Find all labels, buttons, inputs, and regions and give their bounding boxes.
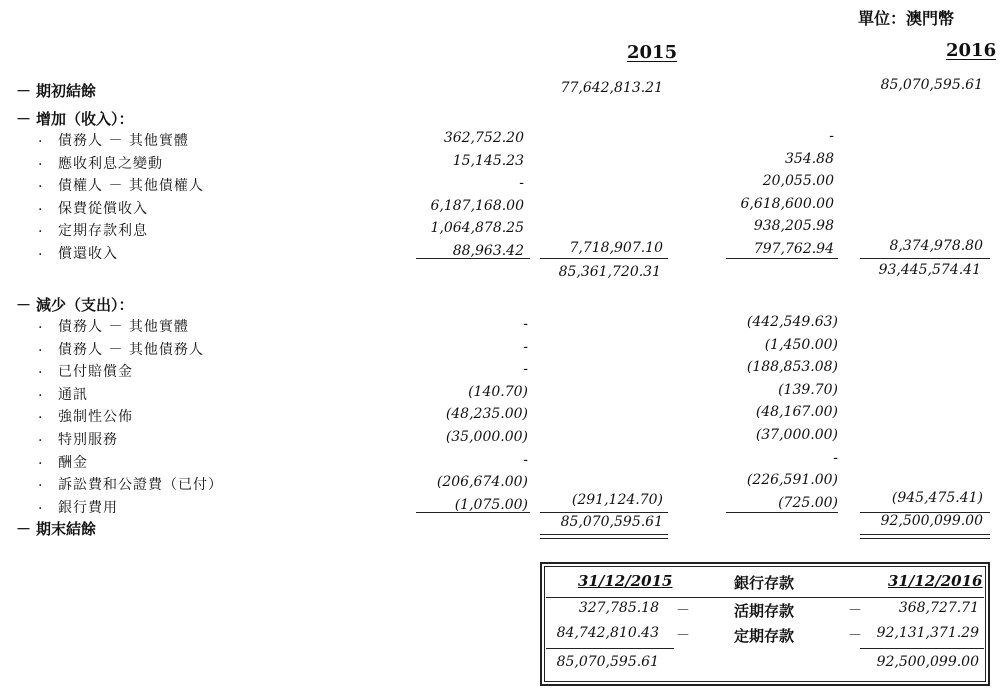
bank-total-2015: 85,070,595.61 <box>556 654 659 670</box>
expense-row-2016: (1,450.00) <box>764 336 838 353</box>
bank-total-2016: 92,500,099.00 <box>876 654 979 670</box>
income-col2-rule <box>540 258 668 259</box>
bank-header-rule <box>546 597 984 598</box>
bank-row-dash-right: － <box>848 628 863 644</box>
expense-row-label: 酬金 <box>58 454 88 471</box>
income-col4-rule <box>860 258 990 259</box>
income-row-2015: 88,963.42 <box>452 243 524 259</box>
expense-col2-rule <box>540 512 668 513</box>
expense-total-2015: (291,124.70) <box>571 492 663 508</box>
expense-row-2016: (188,853.08) <box>746 359 838 376</box>
bank-row-dash-left: － <box>676 603 691 619</box>
expense-row-2016: (48,167.00) <box>755 404 838 421</box>
income-row-dot: . <box>38 197 44 214</box>
income-row-label: 償還收入 <box>58 246 118 262</box>
income-subtotal-2016: 93,445,574.41 <box>878 262 981 278</box>
income-total-2015: 7,718,907.10 <box>569 240 663 256</box>
income-total-2016: 8,374,978.80 <box>889 238 983 254</box>
bank-row-dash-right: － <box>848 603 863 619</box>
closing-2016: 92,500,099.00 <box>880 513 983 529</box>
expense-row-label: 特別服務 <box>58 432 118 448</box>
income-row-dot: . <box>38 130 44 146</box>
income-row-2016: 797,762.94 <box>753 241 834 257</box>
opening-label: 期初結餘 <box>36 82 97 100</box>
income-row-2015: 362,752.20 <box>443 130 524 146</box>
expense-row-dot: . <box>38 361 44 378</box>
closing-2015-double-rule <box>540 534 668 539</box>
expense-row-2016: (725.00) <box>778 494 838 511</box>
bank-date-2015: 31/12/2015 <box>578 572 673 590</box>
expense-row-dot: . <box>38 383 44 400</box>
bank-row-dash-left: － <box>676 628 691 644</box>
closing-dash: － <box>16 520 32 538</box>
income-row-2015: 6,187,168.00 <box>430 197 524 214</box>
bank-row-2015: 84,742,810.43 <box>556 625 659 641</box>
unit-label: 單位：澳門幣 <box>858 9 955 28</box>
year-2015-header: 2015 <box>627 42 678 63</box>
expense-row-2016: (139.70) <box>778 381 838 398</box>
income-row-2015: 15,145.23 <box>452 152 524 169</box>
expense-row-2016: (37,000.00) <box>755 427 838 443</box>
income-col1-rule <box>416 258 530 259</box>
bank-col1-rule <box>546 648 674 649</box>
income-row-dot: . <box>38 175 44 192</box>
expense-row-2016: (226,591.00) <box>746 472 838 489</box>
expense-title: 減少（支出）： <box>36 296 134 314</box>
expense-row-2015: - <box>523 316 528 332</box>
year-2016-header: 2016 <box>946 40 997 61</box>
closing-2016-double-rule <box>860 534 990 539</box>
bank-row-label: 活期存款 <box>734 602 795 620</box>
expense-row-dot: . <box>38 338 44 355</box>
expense-row-2016: (442,549.63) <box>746 314 838 330</box>
income-row-label: 債務人 － 其他實體 <box>58 133 189 149</box>
expense-col1-rule <box>416 512 530 513</box>
expense-row-2015: (48,235.00) <box>445 406 528 423</box>
expense-row-2015: (1,075.00) <box>454 496 528 513</box>
income-title: 增加（收入）： <box>36 110 134 128</box>
closing-label: 期末結餘 <box>36 520 97 538</box>
income-row-2015: - <box>519 175 524 192</box>
expense-row-dot: . <box>38 429 44 445</box>
income-row-label: 定期存款利息 <box>58 223 148 240</box>
income-dash: － <box>16 110 32 128</box>
income-row-dot: . <box>38 152 44 169</box>
bank-col3-rule <box>860 648 984 649</box>
expense-row-label: 訴訟費和公證費（已付） <box>58 477 223 494</box>
expense-row-2015: (206,674.00) <box>436 474 528 491</box>
expense-row-2016: - <box>833 449 838 466</box>
income-row-2016: 938,205.98 <box>753 218 834 235</box>
expense-row-dot: . <box>38 316 44 332</box>
expense-row-label: 債務人 － 其他債務人 <box>58 341 204 358</box>
expense-col3-rule <box>726 512 838 513</box>
expense-row-2015: - <box>523 451 528 468</box>
expense-row-2015: - <box>523 361 528 378</box>
expense-row-label: 已付賠償金 <box>58 364 133 381</box>
expense-row-dot: . <box>38 451 44 468</box>
expense-row-2015: (140.70) <box>468 383 528 400</box>
expense-row-label: 銀行費用 <box>58 499 118 516</box>
opening-2015: 77,642,813.21 <box>560 80 663 96</box>
income-row-dot: . <box>38 243 44 259</box>
bank-row-2015: 327,785.18 <box>578 600 659 616</box>
expense-total-2016: (945,475.41) <box>891 490 983 506</box>
expense-row-dot: . <box>38 474 44 491</box>
income-row-2016: 20,055.00 <box>762 173 834 190</box>
expense-row-label: 強制性公佈 <box>58 409 133 426</box>
bank-row-2016: 368,727.71 <box>898 600 979 616</box>
income-row-label: 保費從償收入 <box>58 200 148 217</box>
expense-row-2015: - <box>523 338 528 355</box>
income-col3-rule <box>726 258 838 259</box>
opening-2016: 85,070,595.61 <box>880 77 983 93</box>
opening-dash: － <box>16 82 32 100</box>
expense-row-2015: (35,000.00) <box>445 429 528 445</box>
expense-row-label: 債務人 － 其他實體 <box>58 319 189 335</box>
bank-date-2016: 31/12/2016 <box>888 572 983 590</box>
income-subtotal-2015: 85,361,720.31 <box>558 264 661 280</box>
expense-dash: － <box>16 296 32 314</box>
income-row-label: 債權人 － 其他債權人 <box>58 178 204 195</box>
income-row-2015: 1,064,878.25 <box>430 220 524 237</box>
closing-2015: 85,070,595.61 <box>560 514 663 530</box>
expense-row-dot: . <box>38 406 44 423</box>
income-row-2016: 6,618,600.00 <box>740 195 834 212</box>
bank-row-label: 定期存款 <box>734 627 795 645</box>
bank-row-2016: 92,131,371.29 <box>876 625 979 641</box>
expense-row-dot: . <box>38 496 44 513</box>
income-row-2016: 354.88 <box>785 150 834 167</box>
bank-title: 銀行存款 <box>734 574 795 592</box>
income-row-dot: . <box>38 220 44 237</box>
income-row-2016: - <box>829 128 834 144</box>
expense-row-label: 通訊 <box>58 386 88 403</box>
income-row-label: 應收利息之變動 <box>58 155 163 172</box>
